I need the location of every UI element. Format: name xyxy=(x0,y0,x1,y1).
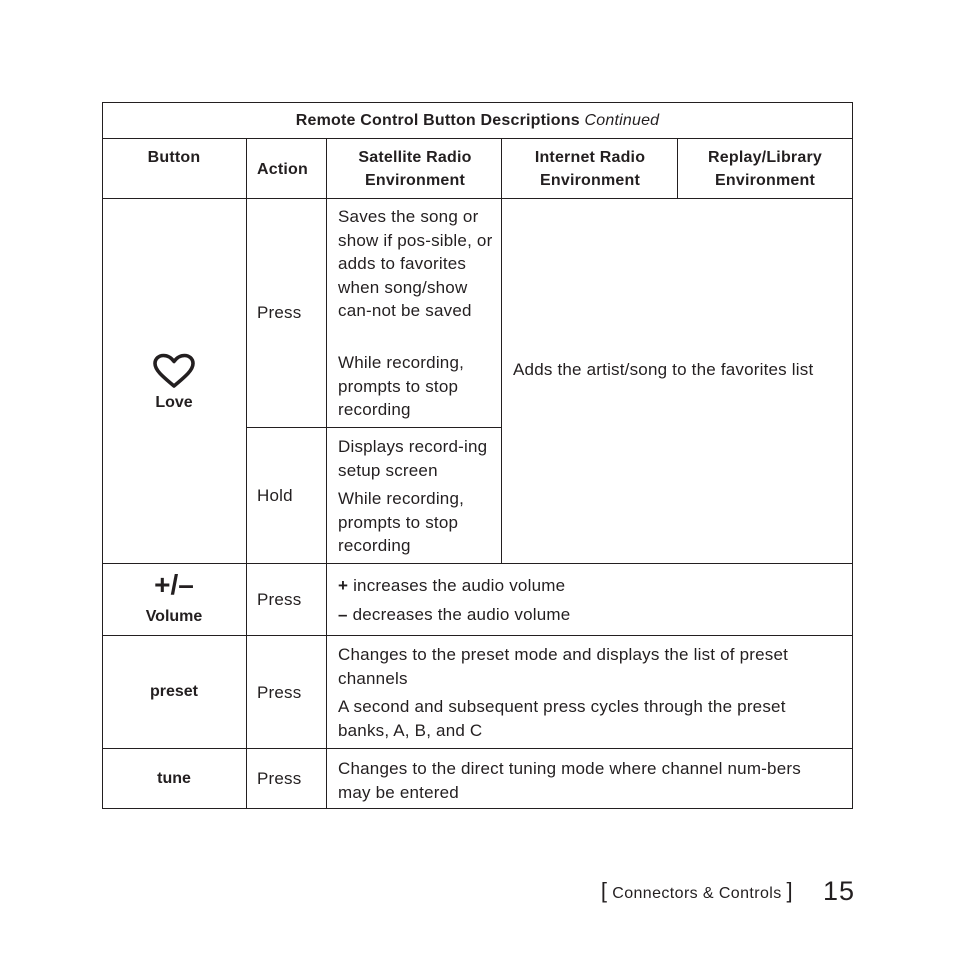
table-divider xyxy=(102,748,853,749)
love-hold-satellite-desc-1: Displays record-ing setup screen xyxy=(338,437,488,480)
footer-section xyxy=(601,878,793,904)
love-press-satellite-desc-2: While recording, prompts to stop recording xyxy=(338,353,465,419)
volume-label: Volume xyxy=(145,608,203,625)
table-divider xyxy=(102,635,853,636)
table-divider xyxy=(246,138,247,809)
table-divider xyxy=(246,427,502,428)
table-title-text: Remote Control Button Descriptions xyxy=(295,112,580,129)
volume-minus-text: decreases the audio volume xyxy=(352,605,571,624)
volume-symbol: +/– xyxy=(154,569,194,600)
tune-label: tune xyxy=(157,770,191,787)
tune-action: Press xyxy=(257,769,302,788)
header-replay: Replay/Library Environment xyxy=(708,149,822,189)
table-title xyxy=(102,109,853,133)
header-action: Action xyxy=(257,161,308,178)
love-hold-action: Hold xyxy=(257,486,293,505)
preset-action: Press xyxy=(257,683,302,702)
love-other-env-desc: Adds the artist/song to the favorites list xyxy=(513,360,814,379)
footer-section-title: Connectors & Controls xyxy=(612,885,782,902)
volume-minus-desc xyxy=(338,603,838,627)
header-button: Button xyxy=(147,149,201,166)
header-satellite: Satellite Radio Environment xyxy=(358,149,472,189)
header-internet: Internet Radio Environment xyxy=(534,149,646,189)
button-descriptions-table xyxy=(102,102,853,809)
preset-label: preset xyxy=(149,683,199,700)
table-divider xyxy=(102,138,853,139)
volume-action: Press xyxy=(257,590,302,609)
footer-close-bracket: ] xyxy=(786,878,793,903)
volume-plus-text: increases the audio volume xyxy=(353,576,566,595)
preset-desc-1: Changes to the preset mode and displays the list of preset channels xyxy=(338,645,789,688)
preset-desc-2: A second and subsequent press cycles through the preset banks, A, B, and C xyxy=(338,697,786,740)
tune-desc: Changes to the direct tuning mode where channel num-bers may be entered xyxy=(338,759,801,802)
table-border-left xyxy=(102,102,103,809)
table-divider xyxy=(501,138,502,564)
table-divider xyxy=(677,138,678,199)
table-divider xyxy=(102,563,853,564)
table-border-top xyxy=(102,102,853,103)
table-divider xyxy=(102,198,853,199)
love-label: Love xyxy=(155,394,193,411)
page-number: 15 xyxy=(823,876,856,906)
volume-plus-desc xyxy=(338,574,838,598)
plus-icon: + xyxy=(338,576,349,595)
love-hold-satellite-desc-2: While recording, prompts to stop recording xyxy=(338,489,465,555)
minus-icon: – xyxy=(338,605,348,624)
table-border-right xyxy=(852,102,853,809)
love-press-action: Press xyxy=(257,303,302,322)
footer-open-bracket: [ xyxy=(600,878,608,903)
heart-icon xyxy=(152,353,196,389)
love-press-satellite-desc-1: Saves the song or show if pos-sible, or adds to favorites when song/show can-not be saved xyxy=(338,207,493,320)
table-divider xyxy=(326,138,327,809)
table-title-suffix: Continued xyxy=(584,112,660,129)
table-border-bottom xyxy=(102,808,853,809)
